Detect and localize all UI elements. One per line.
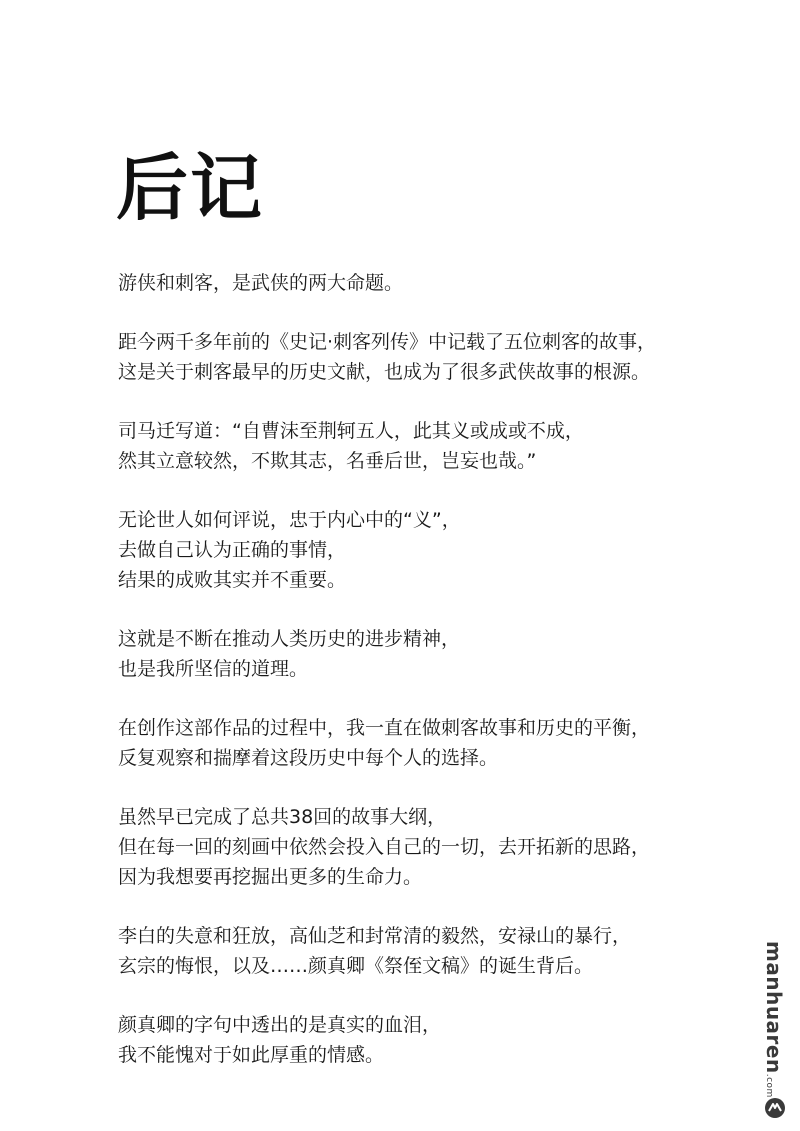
text-line: 然其立意较然，不欺其志，名垂后世，岂妄也哉。” — [118, 450, 537, 472]
paragraph-2 — [118, 327, 678, 387]
watermark-suffix: .com — [764, 1073, 774, 1098]
text-line: 虽然早已完成了总共38回的故事大纲， — [118, 806, 447, 828]
page-title: 后记 — [116, 146, 265, 230]
text-line: 无论世人如何评说，忠于内心中的“义”， — [118, 509, 461, 531]
paragraph-4 — [118, 505, 678, 595]
text-line: 玄宗的悔恨，以及……颜真卿《祭侄文稿》的诞生背后。 — [118, 955, 594, 977]
watermark-name: manhuaren — [762, 941, 786, 1074]
text-line: 但在每一回的刻画中依然会投入自己的一切，去开拓新的思路， — [118, 836, 651, 858]
text-line: 距今两千多年前的《史记·刺客列传》中记载了五位刺客的故事， — [118, 331, 657, 353]
text-line: 这就是不断在推动人类历史的进步精神， — [118, 628, 461, 650]
text-line: 李白的失意和狂放，高仙芝和封常清的毅然，安禄山的暴行， — [118, 925, 632, 947]
paragraph-6 — [118, 713, 678, 773]
text-line: 反复观察和揣摩着这段历史中每个人的选择。 — [118, 747, 499, 769]
text-line: 司马迁写道：“自曹沫至荆轲五人，此其义或成或不成， — [118, 420, 584, 442]
text-line: 游侠和刺客，是武侠的两大命题。 — [118, 272, 404, 294]
manhuaren-logo-icon — [764, 1097, 786, 1119]
paragraph-5 — [118, 624, 678, 684]
text-line: 去做自己认为正确的事情， — [118, 539, 347, 561]
paragraph-3 — [118, 416, 678, 476]
afterword-body — [118, 268, 678, 1099]
paragraph-7 — [118, 802, 678, 892]
text-line: 颜真卿的字句中透出的是真实的血泪， — [118, 1014, 442, 1036]
paragraph-8 — [118, 921, 678, 981]
watermark-text — [762, 941, 786, 1098]
site-watermark — [756, 941, 792, 1121]
text-line: 因为我想要再挖掘出更多的生命力。 — [118, 866, 423, 888]
text-line: 结果的成败其实并不重要。 — [118, 569, 347, 591]
text-line: 这是关于刺客最早的历史文献，也成为了很多武侠故事的根源。 — [118, 361, 651, 383]
paragraph-9 — [118, 1010, 678, 1070]
text-line: 我不能愧对于如此厚重的情感。 — [118, 1044, 385, 1066]
text-line: 也是我所坚信的道理。 — [118, 658, 309, 680]
paragraph-1 — [118, 268, 678, 298]
text-line: 在创作这部作品的过程中，我一直在做刺客故事和历史的平衡， — [118, 717, 651, 739]
